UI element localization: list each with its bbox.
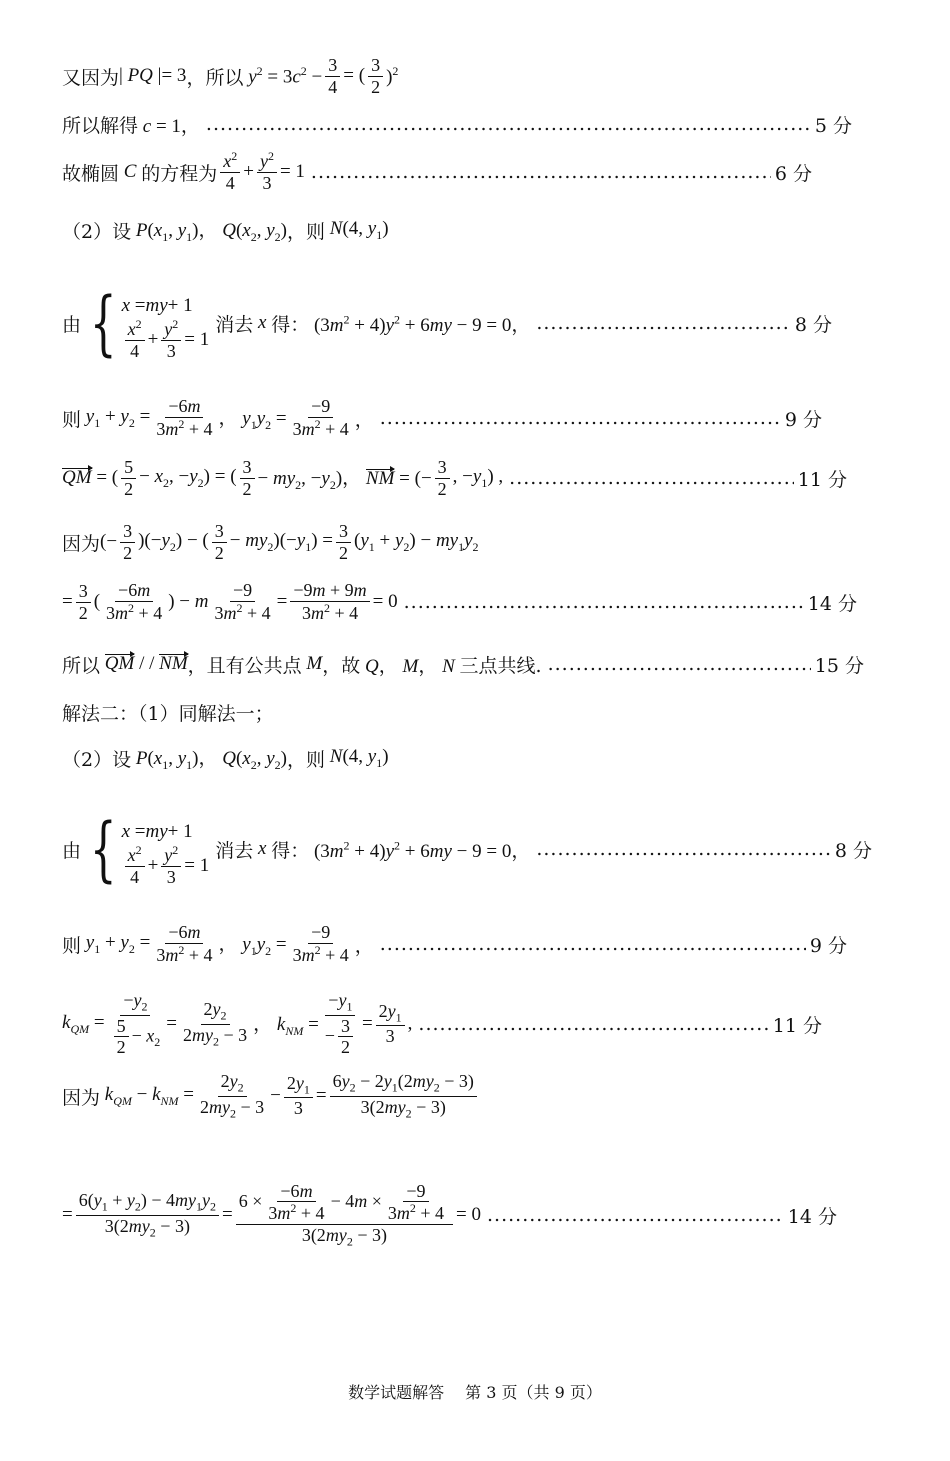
line-system: 由 { x = my + 1 $\frac{x^2}{4}$ + $\frac{y^2}{3}$ = 1 消去 x 得： $(3m^2 + 4)y^2 + 6my - 9 = 0$， ..... 8 分: [62, 278, 832, 368]
line-ellipse-equation: 故椭圆 C 的方程为 $\frac{x^2}{4}$ + $\frac{y^2}{3}$ = 1 ..... 6 分: [62, 142, 812, 202]
text: ，则: [287, 748, 326, 771]
text: 故椭圆: [62, 162, 120, 185]
text: （2）设: [62, 220, 132, 243]
line-set-points-2: （2）设 $P(x_1$, $y_1$)， $Q(x_2$, $y_2$) ，则 N(4, $y_1$): [62, 745, 389, 772]
text: ，所以: [186, 66, 244, 89]
line-because-2: 因为 $k_{QM} - k_{NM}$ = $\frac{2y_2}{2my_2 - 3}$ − $\frac{2y_1}{3}$ = $\frac{6y_2 - 2y_1(2my_2 - 3)}{3(2my_2 - 3)}$: [62, 1066, 480, 1126]
text: ，故: [322, 654, 361, 677]
text: 又因为: [62, 66, 120, 89]
line-vieta: 则 $y_1 + y_2$ = $\frac{-6m}{3m^2 + 4}$ ， $y_1y_2$ = $\frac{-9}{3m^2 + 4}$ ， ..... 9 分: [62, 388, 822, 448]
score: 15 分: [814, 654, 864, 677]
leader-dots: [487, 1204, 784, 1226]
score: 9 分: [784, 408, 822, 431]
line-solve-c: 所以解得 c = 1， ..... 5 分: [62, 94, 852, 154]
score: 14 分: [807, 592, 857, 615]
line-because-1: 因为 (− $\frac{3}{2}$ )$(-y_2)$ − ( $\frac{3}{2}$ − $my_2)(-y_1)$ = $\frac{3}{2}$ $(y_1 + y_2) - my_1y_2$: [62, 520, 479, 563]
line-set-points: （2）设 $P(x_1$, $y_1$)， $Q(x_2$, $y_2$) ，则 N(4, $y_1$): [62, 217, 389, 244]
text: ，且有公共点: [187, 654, 302, 677]
line-result-2: = $\frac{6(y_1 + y_2) - 4my_1y_2}{3(2my_2 - 3)}$ = 6 × $\frac{-6m}{3m^2 + 4}$ − 4m × $\frac{-9}{3m^2 + 4}$ $3(2my_2 - 3)$ = 0 ..... 14 分: [62, 1170, 837, 1260]
line-system-2: 由 { x = my + 1 $\frac{x^2}{4}$ + $\frac{y^2}{3}$ = 1 消去 x 得： $(3m^2 + 4)y^2 + 6my - 9 = 0$， ..... 8 分: [62, 804, 872, 894]
text: 则: [62, 408, 82, 431]
line-result-1: = $\frac{3}{2}$ ( $\frac{-6m}{3m^2 + 4}$ ) − m $\frac{-9}{3m^2 + 4}$ = $\frac{-9m + 9m}{3m^2 + 4}$ = 0 ..... 14 分: [62, 572, 857, 632]
leader-dots: [311, 161, 771, 183]
leader-dots: [380, 933, 806, 955]
text: 的方程为: [141, 162, 218, 185]
text: 所以解得: [62, 114, 139, 137]
score: 11 分: [797, 468, 847, 491]
text: 则: [62, 934, 82, 957]
leader-dots: [418, 1013, 768, 1035]
line-slopes: $k_{QM}$ = $-y_2$ $\frac{5}{2}$ − $x_2$ = $\frac{2y_2}{2my_2 - 3}$ ， $k_{NM}$ = $-y_1$ − $\frac{3}{2}$ = $\frac{2y_1}{3}$ , ..... 11 分: [62, 984, 822, 1064]
score: 8 分: [834, 839, 872, 862]
leader-dots: [509, 467, 794, 489]
leader-dots: [536, 312, 791, 334]
leader-dots: [548, 653, 811, 675]
leader-dots: [404, 591, 804, 613]
text: ，则: [287, 220, 326, 243]
line-vieta-2: 则 $y_1 + y_2$ = $\frac{-6m}{3m^2 + 4}$ ， $y_1y_2$ = $\frac{-9}{3m^2 + 4}$ ， ..... 9 分: [62, 914, 847, 974]
score: 11 分: [772, 1014, 822, 1037]
text: 得：: [271, 839, 310, 862]
line-pq-length: 又因为 | PQ |= 3 ，所以 $y^2 = 3c^2$ − $\frac{3}{4}$ = ( $\frac{3}{2}$ )$^2$: [62, 54, 399, 97]
score: 5 分: [814, 114, 852, 137]
text: 消去: [215, 839, 254, 862]
score: 14 分: [787, 1205, 837, 1228]
score: 8 分: [794, 313, 832, 336]
page-footer: 数学试题解答 第 3 页（共 9 页）: [348, 1383, 602, 1402]
text: （2）设: [62, 748, 132, 771]
leader-dots: [380, 407, 781, 429]
text: 由: [62, 839, 82, 862]
leader-dots: [536, 838, 831, 860]
text: 解法二：（1）同解法一；: [62, 702, 274, 725]
text: 得：: [271, 313, 310, 336]
line-vectors: QM = ( $\frac{5}{2}$ − $x_2$, $-y_2$) = ( $\frac{3}{2}$ − $my_2$, $-y_2$)， NM = (− $\frac{3}{2}$ , $-y_1$) , ..... 11 分: [62, 448, 847, 508]
text: 三点共线.: [459, 654, 542, 677]
text: 因为: [62, 1086, 101, 1109]
text: 由: [62, 313, 82, 336]
text: 所以: [62, 654, 101, 677]
leader-dots: [206, 113, 811, 135]
score: 9 分: [809, 934, 847, 957]
text: 消去: [215, 313, 254, 336]
text: 因为: [62, 532, 101, 555]
score: 6 分: [774, 162, 812, 185]
line-collinear: 所以 QM / / NM ，且有公共点 M ，故 Q， M， N 三点共线. ..... 15 分: [62, 634, 864, 694]
